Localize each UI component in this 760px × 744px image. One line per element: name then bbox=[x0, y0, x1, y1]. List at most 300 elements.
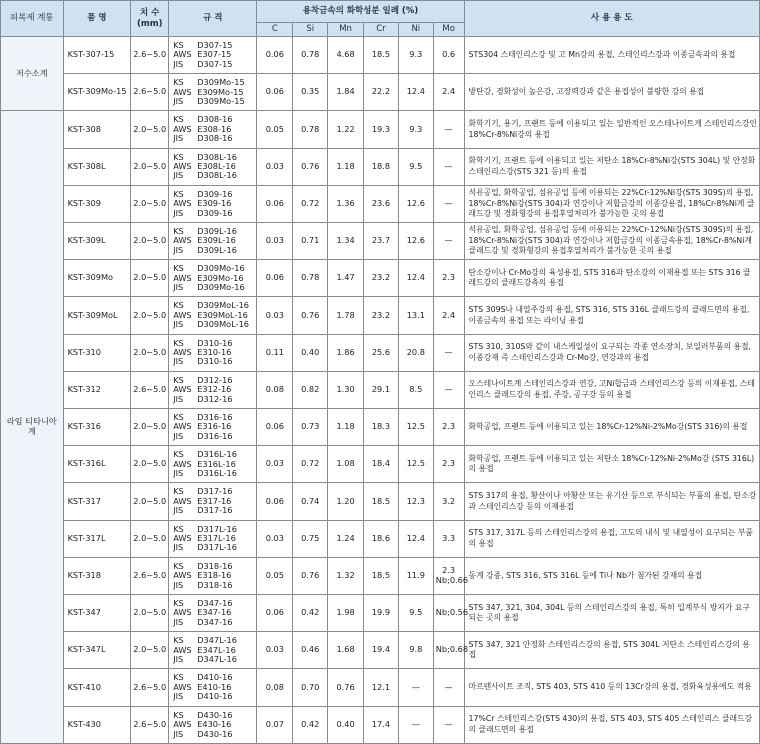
spec-label-ks: KS bbox=[173, 449, 184, 460]
value-ni: 13.1 bbox=[398, 297, 433, 334]
value-cr: 29.1 bbox=[364, 371, 399, 408]
spec-ks: D312-16 bbox=[197, 374, 233, 385]
value-mn: 1.34 bbox=[328, 223, 364, 260]
header-chem: 용착금속의 화학성분 일례 (%) bbox=[257, 1, 464, 23]
value-mo bbox=[433, 111, 464, 148]
spec-ks: D308-16 bbox=[197, 114, 233, 125]
spec-label-ks: KS bbox=[173, 300, 184, 311]
spec-cell bbox=[169, 446, 257, 483]
spec-aws: E309L-16 bbox=[197, 235, 236, 246]
value-mo bbox=[433, 185, 464, 222]
spec-ks: D318-16 bbox=[197, 560, 233, 571]
group-label: 저수소계 bbox=[1, 37, 64, 111]
spec-label-aws: AWS bbox=[173, 607, 192, 618]
spec-aws: E430-16 bbox=[197, 719, 232, 730]
spec-cell bbox=[169, 111, 257, 148]
value-si: 0.42 bbox=[293, 706, 328, 743]
value-cr: 18.5 bbox=[364, 483, 399, 520]
value-cr: 19.4 bbox=[364, 632, 399, 669]
usage-text: STS 309S나 내열주강의 용접, STS 316, STS 316L 클래드강의 클래드면의 용접, 이종금속의 용접 또는 라이닝 용접 bbox=[464, 297, 759, 334]
value-cr: 18.5 bbox=[364, 37, 399, 74]
size-range: 2.0~5.0 bbox=[131, 148, 169, 185]
header-name: 품 명 bbox=[63, 1, 131, 37]
spec-aws: E308-16 bbox=[197, 123, 232, 134]
spec-jis: D309Mo-15 bbox=[197, 96, 245, 107]
spec-cell bbox=[169, 185, 257, 222]
value-mo bbox=[433, 446, 464, 483]
value-mo bbox=[433, 74, 464, 111]
spec-aws: E316L-16 bbox=[197, 458, 236, 469]
spec-ks: D309-16 bbox=[197, 188, 233, 199]
spec-ks: D310-16 bbox=[197, 337, 233, 348]
value-mn: 1.86 bbox=[328, 334, 364, 371]
header-el-si: Si bbox=[293, 23, 328, 37]
table-row bbox=[1, 706, 760, 743]
spec-jis: D347-16 bbox=[197, 616, 233, 627]
value-mo-main: Nb;0.68 bbox=[435, 644, 469, 655]
spec-jis: D347L-16 bbox=[197, 654, 237, 665]
table-row bbox=[1, 334, 760, 371]
spec-aws: E309MoL-16 bbox=[197, 309, 248, 320]
usage-text: STS 310, 310S와 같이 내스케일성이 요구되는 각종 연소장치, 보일러부품의 용접, 이종강재 즉 스테인리스강과 Cr-Mo강, 연강과의 용접 bbox=[464, 334, 759, 371]
usage-text: 오스테나이트계 스테인리스강과 연강, 고Ni합금과 스테인리스강 등의 이재용접, 스테인리스 클래드강의 용접, 주강, 공구강 등의 용접 bbox=[464, 371, 759, 408]
value-ni: 12.4 bbox=[398, 520, 433, 557]
spec-label-jis: JIS bbox=[173, 728, 184, 739]
spec-aws: E309Mo-16 bbox=[197, 272, 244, 283]
size-range: 2.6~5.0 bbox=[131, 74, 169, 111]
value-mo-extra: Nb;0.66 bbox=[435, 574, 469, 585]
spec-jis: D307-15 bbox=[197, 58, 233, 69]
product-name: KST-307-15 bbox=[63, 37, 131, 74]
product-name: KST-316L bbox=[63, 446, 131, 483]
value-mo bbox=[433, 148, 464, 185]
value-si: 0.78 bbox=[293, 37, 328, 74]
value-mn: 0.76 bbox=[328, 669, 364, 706]
spec-label-aws: AWS bbox=[173, 719, 192, 730]
spec-aws: E308L-16 bbox=[197, 161, 236, 171]
value-mn: 1.08 bbox=[328, 446, 364, 483]
value-mo-main: — bbox=[444, 123, 453, 134]
spec-jis: D309L-16 bbox=[197, 244, 237, 255]
product-name: KST-347 bbox=[63, 595, 131, 632]
header-el-c: C bbox=[257, 23, 293, 37]
value-mn: 1.47 bbox=[328, 260, 364, 297]
spec-jis: D316L-16 bbox=[197, 468, 237, 479]
spec-label-jis: JIS bbox=[173, 691, 184, 702]
value-si: 0.76 bbox=[293, 297, 328, 334]
table-row bbox=[1, 409, 760, 446]
size-range: 2.0~5.0 bbox=[131, 297, 169, 334]
value-mo bbox=[433, 297, 464, 334]
value-mo-main: 0.6 bbox=[442, 49, 456, 60]
size-range: 2.6~5.0 bbox=[131, 706, 169, 743]
spec-cell bbox=[169, 669, 257, 706]
spec-label-aws: AWS bbox=[173, 309, 192, 320]
spec-cell bbox=[169, 371, 257, 408]
value-ni: 12.4 bbox=[398, 260, 433, 297]
table-row bbox=[1, 483, 760, 520]
usage-text: 17%Cr 스테인리스강(STS 430)의 용접, STS 403, STS 405 스테인리스 클래드강의 클래드면의 용접 bbox=[464, 706, 759, 743]
value-ni: 11.9 bbox=[398, 557, 433, 594]
product-name: KST-309L bbox=[63, 223, 131, 260]
table-row bbox=[1, 297, 760, 334]
size-range: 2.6~5.0 bbox=[131, 371, 169, 408]
size-range: 2.6~5.0 bbox=[131, 669, 169, 706]
value-si: 0.70 bbox=[293, 669, 328, 706]
product-name: KST-410 bbox=[63, 669, 131, 706]
value-cr: 18.5 bbox=[364, 557, 399, 594]
value-cr: 23.2 bbox=[364, 297, 399, 334]
spec-cell bbox=[169, 483, 257, 520]
size-range: 2.0~5.0 bbox=[131, 334, 169, 371]
table-row bbox=[1, 632, 760, 669]
spec-label-jis: JIS bbox=[173, 133, 184, 144]
spec-label-jis: JIS bbox=[173, 616, 184, 627]
value-cr: 18.6 bbox=[364, 520, 399, 557]
value-mo-main: 2.3 bbox=[442, 421, 456, 432]
value-si: 0.71 bbox=[293, 223, 328, 260]
spec-label-ks: KS bbox=[173, 374, 184, 385]
value-mo-main: — bbox=[444, 718, 453, 729]
value-mo-main: Nb;0.56 bbox=[435, 607, 469, 618]
value-mn: 4.68 bbox=[328, 37, 364, 74]
value-si: 0.73 bbox=[293, 409, 328, 446]
usage-text: 화학공업, 프랜트 등에 이용되고 있는 18%Cr-12%Ni-2%Mo강(STS 316)의 용접 bbox=[464, 409, 759, 446]
spec-label-jis: JIS bbox=[173, 430, 184, 441]
spec-cell bbox=[169, 334, 257, 371]
value-cr: 19.3 bbox=[364, 111, 399, 148]
table-row bbox=[1, 37, 760, 74]
size-range: 2.0~5.0 bbox=[131, 111, 169, 148]
product-name: KST-317 bbox=[63, 483, 131, 520]
table-row bbox=[1, 223, 760, 260]
spec-ks: D309MoL-16 bbox=[197, 300, 249, 311]
spec-ks: D347L-16 bbox=[197, 635, 237, 646]
spec-aws: E310-16 bbox=[197, 347, 232, 358]
value-mo-main: — bbox=[444, 235, 453, 246]
value-ni: 12.3 bbox=[398, 483, 433, 520]
spec-label-jis: JIS bbox=[173, 282, 184, 293]
spec-ks: D309L-16 bbox=[197, 225, 237, 236]
spec-label-aws: AWS bbox=[173, 272, 192, 283]
value-mo-main: 3.2 bbox=[442, 495, 456, 506]
usage-text: STS 317, 317L 등의 스테인리스강의 용접, 고도의 내식 및 내열성이 요구되는 부품의 용접 bbox=[464, 520, 759, 557]
spec-label-ks: KS bbox=[173, 337, 184, 348]
spec-label-ks: KS bbox=[173, 709, 184, 720]
value-ni: 8.5 bbox=[398, 371, 433, 408]
spec-aws: E309-16 bbox=[197, 198, 232, 209]
value-si: 0.46 bbox=[293, 632, 328, 669]
value-mo bbox=[433, 409, 464, 446]
spec-jis: D309MoL-16 bbox=[197, 319, 249, 330]
spec-label-jis: JIS bbox=[173, 468, 184, 479]
spec-ks: D309Mo-16 bbox=[197, 263, 245, 274]
size-range: 2.6~5.0 bbox=[131, 37, 169, 74]
spec-ks: D317L-16 bbox=[197, 523, 237, 534]
spec-cell bbox=[169, 260, 257, 297]
value-ni: 12.5 bbox=[398, 409, 433, 446]
header-use: 사 용 용 도 bbox=[464, 1, 759, 37]
value-mn: 1.20 bbox=[328, 483, 364, 520]
spec-jis: D410-16 bbox=[197, 691, 233, 702]
value-si: 0.72 bbox=[293, 446, 328, 483]
value-mo bbox=[433, 223, 464, 260]
size-range: 2.0~5.0 bbox=[131, 446, 169, 483]
size-range: 2.0~5.0 bbox=[131, 520, 169, 557]
value-c: 0.07 bbox=[257, 706, 293, 743]
value-mn: 1.18 bbox=[328, 148, 364, 185]
spec-jis: D309Mo-16 bbox=[197, 282, 245, 293]
product-name: KST-310 bbox=[63, 334, 131, 371]
product-name: KST-347L bbox=[63, 632, 131, 669]
spec-cell bbox=[169, 706, 257, 743]
table-row bbox=[1, 148, 760, 185]
value-mo bbox=[433, 595, 469, 632]
value-mn: 1.30 bbox=[328, 371, 364, 408]
value-c: 0.03 bbox=[257, 223, 293, 260]
spec-cell bbox=[169, 297, 257, 334]
value-mo bbox=[433, 37, 464, 74]
spec-label-ks: KS bbox=[173, 188, 184, 199]
group-label: 라임 티타니아계 bbox=[1, 111, 64, 744]
usage-text: 화학공업, 프랜트 등에 이용되고 있는 저탄소 18%Cr-12%Ni-2%Mo강 (STS 316L)의 용접 bbox=[464, 446, 759, 483]
value-cr: 23.7 bbox=[364, 223, 399, 260]
usage-text: 화학기기, 프랜트 등에 이용되고 있는 저탄소 18%Cr-8%Ni강(STS 304L) 및 안정화 스테인리스강(STS 321 등)의 용접 bbox=[464, 148, 759, 185]
table-row bbox=[1, 557, 760, 594]
value-mn: 1.18 bbox=[328, 409, 364, 446]
value-c: 0.03 bbox=[257, 446, 293, 483]
header-group: 피복제 계통 bbox=[1, 1, 64, 37]
spec-label-ks: KS bbox=[173, 560, 184, 571]
product-name: KST-309 bbox=[63, 185, 131, 222]
value-cr: 18.8 bbox=[364, 148, 399, 185]
usage-text: 석유공업, 화학공업, 섬유공업 등에 이용되는 22%Cr-12%Ni강(STS 309S)의 용접, 18%Cr-8%Ni강(STS 304)과 연강이나 저합금강의 이종금속용접, 18%Cr-8%Ni계 클래드강 및 경화형강의 용접후열처리가 불가능한 곳의 용접 bbox=[464, 223, 759, 260]
table-row bbox=[1, 446, 760, 483]
spec-jis: D317-16 bbox=[197, 505, 233, 516]
value-c: 0.05 bbox=[257, 111, 293, 148]
spec-label-jis: JIS bbox=[173, 319, 184, 330]
value-cr: 18.4 bbox=[364, 446, 399, 483]
value-c: 0.06 bbox=[257, 185, 293, 222]
spec-aws: E347L-16 bbox=[197, 644, 236, 655]
size-range: 2.0~5.0 bbox=[131, 483, 169, 520]
spec-label-ks: KS bbox=[173, 39, 184, 50]
spec-cell bbox=[169, 409, 257, 446]
spec-label-jis: JIS bbox=[173, 356, 184, 367]
value-c: 0.08 bbox=[257, 371, 293, 408]
spec-cell bbox=[169, 148, 257, 185]
table-row bbox=[1, 111, 760, 148]
spec-cell bbox=[169, 632, 257, 669]
table-row bbox=[1, 260, 760, 297]
table-row bbox=[1, 371, 760, 408]
spec-cell bbox=[169, 223, 257, 260]
spec-label-aws: AWS bbox=[173, 421, 192, 432]
spec-label-aws: AWS bbox=[173, 644, 192, 655]
spec-jis: D309-16 bbox=[197, 207, 233, 218]
value-mo-main: — bbox=[444, 681, 453, 692]
product-name: KST-308 bbox=[63, 111, 131, 148]
value-ni: 9.8 bbox=[398, 632, 433, 669]
value-si: 0.35 bbox=[293, 74, 328, 111]
header-el-cr: Cr bbox=[364, 23, 399, 37]
value-mo-main: 2.4 bbox=[442, 309, 456, 320]
value-si: 0.75 bbox=[293, 520, 328, 557]
spec-aws: E309Mo-15 bbox=[197, 86, 244, 97]
spec-label-ks: KS bbox=[173, 77, 184, 88]
spec-jis: D312-16 bbox=[197, 393, 233, 404]
size-range: 2.0~5.0 bbox=[131, 595, 169, 632]
table-row bbox=[1, 520, 760, 557]
spec-label-jis: JIS bbox=[173, 579, 184, 590]
value-c: 0.06 bbox=[257, 409, 293, 446]
usage-text: 동계 강종, STS 316, STS 316L 등에 Ti나 Nb가 첨가된 강재의 용접 bbox=[464, 557, 759, 594]
spec-label-ks: KS bbox=[173, 151, 184, 162]
value-ni: 9.5 bbox=[398, 595, 433, 632]
spec-jis: D308-16 bbox=[197, 133, 233, 144]
product-name: KST-308L bbox=[63, 148, 131, 185]
value-c: 0.06 bbox=[257, 595, 293, 632]
value-c: 0.06 bbox=[257, 37, 293, 74]
header-el-mo: Mo bbox=[433, 23, 464, 37]
table-header bbox=[1, 1, 760, 37]
spec-cell bbox=[169, 557, 257, 594]
value-c: 0.06 bbox=[257, 483, 293, 520]
usage-text: STS 317의 용접, 황산이나 아황산 또는 유기산 등으로 부식되는 부품의 용접, 탄소강과 스테인리스강 등의 이재용접 bbox=[464, 483, 759, 520]
value-mo bbox=[433, 371, 464, 408]
product-name: KST-318 bbox=[63, 557, 131, 594]
value-cr: 17.4 bbox=[364, 706, 399, 743]
value-mo bbox=[433, 669, 464, 706]
spec-label-ks: KS bbox=[173, 635, 184, 646]
product-name: KST-309Mo bbox=[63, 260, 131, 297]
value-cr: 19.9 bbox=[364, 595, 399, 632]
value-mo bbox=[433, 557, 469, 594]
spec-ks: D410-16 bbox=[197, 672, 233, 683]
value-mo bbox=[433, 260, 464, 297]
spec-label-ks: KS bbox=[173, 672, 184, 683]
spec-label-jis: JIS bbox=[173, 96, 184, 107]
value-mn: 1.78 bbox=[328, 297, 364, 334]
value-si: 0.42 bbox=[293, 595, 328, 632]
value-c: 0.03 bbox=[257, 297, 293, 334]
header-el-ni: Ni bbox=[398, 23, 433, 37]
value-ni: 20.8 bbox=[398, 334, 433, 371]
spec-jis: D430-16 bbox=[197, 728, 233, 739]
spec-label-aws: AWS bbox=[173, 384, 192, 395]
value-c: 0.03 bbox=[257, 148, 293, 185]
spec-jis: D310-16 bbox=[197, 356, 233, 367]
value-si: 0.78 bbox=[293, 111, 328, 148]
spec-aws: E317L-16 bbox=[197, 533, 236, 544]
value-mn: 1.24 bbox=[328, 520, 364, 557]
value-mo-main: — bbox=[444, 197, 453, 208]
spec-aws: E316-16 bbox=[197, 421, 232, 432]
usage-text: 석유공업, 화학공업, 섬유공업 등에 이용되는 22%Cr-12%Ni강(STS 309S)의 용접, 18%Cr-8%Ni강(STS 304)과 연강이나 저합금강의 이종강용접, 18%Cr-8%Ni계 클래드강 및 경화형강의 용접후열처리가 불가능한 곳의 용접 bbox=[464, 185, 759, 222]
header-size: 치 수 (mm) bbox=[131, 1, 169, 37]
spec-aws: E410-16 bbox=[197, 681, 232, 692]
value-mo bbox=[433, 632, 469, 669]
value-mo-main: 2.4 bbox=[442, 86, 456, 97]
spec-label-aws: AWS bbox=[173, 347, 192, 358]
value-cr: 23.6 bbox=[364, 185, 399, 222]
value-si: 0.76 bbox=[293, 557, 328, 594]
size-range: 2.6~5.0 bbox=[131, 557, 169, 594]
spec-label-aws: AWS bbox=[173, 533, 192, 544]
product-name: KST-317L bbox=[63, 520, 131, 557]
value-ni: 12.6 bbox=[398, 223, 433, 260]
value-si: 0.82 bbox=[293, 371, 328, 408]
spec-label-jis: JIS bbox=[173, 542, 184, 553]
spec-label-aws: AWS bbox=[173, 49, 192, 60]
usage-text: STS 347, 321, 304, 304L 등의 스테인리스강의 용접, 특히 입계부식 방지가 요구되는 곳의 용접 bbox=[464, 595, 759, 632]
value-ni: 12.4 bbox=[398, 74, 433, 111]
spec-label-jis: JIS bbox=[173, 207, 184, 218]
value-cr: 12.1 bbox=[364, 669, 399, 706]
usage-text: 방탄강, 경화성이 높은강, 고장력강과 같은 용접성이 불량한 강의 용접 bbox=[464, 74, 759, 111]
value-si: 0.72 bbox=[293, 185, 328, 222]
spec-ks: D308L-16 bbox=[197, 151, 237, 162]
spec-cell bbox=[169, 520, 257, 557]
spec-jis: D308L-16 bbox=[197, 170, 237, 181]
size-range: 2.0~5.0 bbox=[131, 223, 169, 260]
value-ni: 12.6 bbox=[398, 185, 433, 222]
table-row bbox=[1, 669, 760, 706]
value-c: 0.11 bbox=[257, 334, 293, 371]
value-c: 0.06 bbox=[257, 74, 293, 111]
value-ni: 9.5 bbox=[398, 148, 433, 185]
spec-label-jis: JIS bbox=[173, 244, 184, 255]
value-mo bbox=[433, 520, 464, 557]
value-mo-main: — bbox=[444, 346, 453, 357]
value-c: 0.06 bbox=[257, 260, 293, 297]
spec-label-ks: KS bbox=[173, 412, 184, 422]
usage-text: 화학기기, 용기, 프랜트 등에 이용되고 있는 일반적인 오스테나이트계 스테인리스강인 18%Cr-8%Ni강의 용접 bbox=[464, 111, 759, 148]
usage-text: STS304 스테인리스강 및 고 Mn강의 용접, 스테인리스강과 이종금속과의 용접 bbox=[464, 37, 759, 74]
value-si: 0.76 bbox=[293, 148, 328, 185]
value-mo-main: 2.3 bbox=[442, 272, 456, 283]
usage-text: 마르텐사이트 조직, STS 403, STS 410 등의 13Cr강의 용접, 경화육성용에도 적용 bbox=[464, 669, 759, 706]
product-name: KST-312 bbox=[63, 371, 131, 408]
value-mo bbox=[433, 334, 464, 371]
value-mn: 1.98 bbox=[328, 595, 364, 632]
spec-label-aws: AWS bbox=[173, 123, 192, 134]
value-c: 0.03 bbox=[257, 632, 293, 669]
table-body bbox=[1, 37, 760, 744]
spec-aws: E318-16 bbox=[197, 570, 232, 581]
table-row bbox=[1, 185, 760, 222]
value-cr: 22.2 bbox=[364, 74, 399, 111]
size-range: 2.0~5.0 bbox=[131, 632, 169, 669]
spec-label-jis: JIS bbox=[173, 170, 184, 181]
value-c: 0.03 bbox=[257, 520, 293, 557]
spec-label-jis: JIS bbox=[173, 505, 184, 516]
spec-label-aws: AWS bbox=[173, 495, 192, 506]
spec-label-aws: AWS bbox=[173, 570, 192, 581]
spec-ks: D430-16 bbox=[197, 709, 233, 720]
spec-label-aws: AWS bbox=[173, 161, 192, 171]
value-mo-main: — bbox=[444, 160, 453, 171]
value-c: 0.08 bbox=[257, 669, 293, 706]
spec-ks: D347-16 bbox=[197, 598, 233, 609]
value-ni: — bbox=[398, 669, 433, 706]
spec-label-ks: KS bbox=[173, 598, 184, 609]
value-ni: — bbox=[398, 706, 433, 743]
value-mn: 1.84 bbox=[328, 74, 364, 111]
spec-aws: E312-16 bbox=[197, 384, 232, 395]
spec-aws: E307-15 bbox=[197, 49, 232, 60]
value-si: 0.40 bbox=[293, 334, 328, 371]
